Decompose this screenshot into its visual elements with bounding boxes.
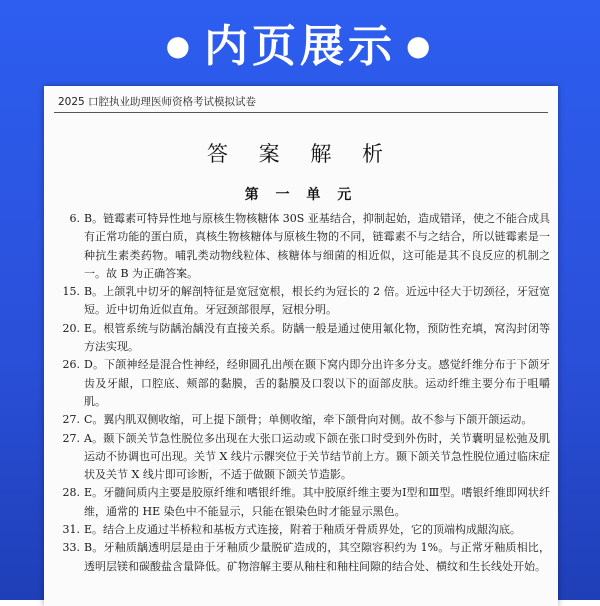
answer-number: 26. bbox=[62, 358, 80, 372]
answer-text: E。根管系统与防龋治龋没有直接关系。防龋一般是通过使用氟化物，预防性充填，窝沟封闭等方法实现。 bbox=[84, 321, 550, 354]
answer-number: 20. bbox=[62, 321, 80, 335]
answer-text: B。牙釉质龋透明层是由于牙釉质少量脱矿造成的，其空隙容积约为 1%。与正常牙釉质相比，透明层镁和碳酸盐含量降低。矿物溶解主要从釉柱和釉柱间隙的结合处、横纹和生长线处开始。 bbox=[84, 541, 550, 573]
answer-text: C。翼内肌双侧收缩，可上提下颌骨；单侧收缩，牵下颌骨向对侧。故不参与下颌开颌运动。 bbox=[84, 413, 533, 427]
answer-text: A。颞下颌关节急性脱位多出现在大张口运动或下颌在张口时受到外伤时，关节囊明显松弛及肌运动不协调也可出现。关节 X 线片示髁突位于关节结节前上方。颞下颌关节急性脱位通过临床症状及关节 X 线片即可诊断，不适于做颞下颌关节造影。 bbox=[84, 431, 550, 482]
header-divider bbox=[54, 112, 548, 113]
answer-item bbox=[58, 539, 550, 576]
answer-number: 31. bbox=[62, 523, 80, 537]
answer-item bbox=[58, 430, 550, 485]
answer-item bbox=[58, 411, 550, 429]
answer-number: 27. bbox=[62, 431, 80, 445]
answer-text: E。结合上皮通过半桥粒和基板方式连接，附着于釉质牙骨质界处，它的顶端构成龈沟底。 bbox=[84, 523, 522, 537]
banner-title-text: 内页展示 bbox=[204, 21, 396, 72]
answer-text: E。牙髓间质内主要是胶原纤维和嗜银纤维。其中胶原纤维主要为Ⅰ型和Ⅲ型。嗜银纤维即网状纤维，通常的 HE 染色中不能显示，只能在银染色时才能显示黑色。 bbox=[84, 486, 550, 518]
answer-item bbox=[58, 320, 550, 357]
banner-title bbox=[0, 10, 600, 74]
answer-item bbox=[58, 283, 550, 320]
answer-item bbox=[58, 356, 550, 411]
answer-text: D。下颌神经是混合性神经，经卵圆孔出颅在颞下窝内即分出许多分支。感觉纤维分布于下颌牙齿及牙龈，口腔底、颊部的黏膜，舌的黏膜及口裂以下的面部皮肤。运动纤维主要分布于咀嚼肌。 bbox=[84, 358, 550, 408]
answer-number: 27. bbox=[62, 413, 80, 427]
answer-number: 15. bbox=[62, 285, 80, 299]
answer-number: 6. bbox=[69, 212, 80, 225]
bullet-dot-icon: ● bbox=[406, 28, 435, 62]
answer-text: B。上颌乳中切牙的解剖特征是宽冠宽根，根长约为冠长的 2 倍。近远中径大于切颈径，牙冠宽短。近中切角近似直角。牙冠颈部很厚，冠根分明。 bbox=[84, 285, 550, 317]
answer-text: B。链霉素可特异性地与原核生物核糖体 30S 亚基结合，抑制起始，造成错译，使之不能合成具有正常功能的蛋白质，真核生物核糖体与原核生物的不同，链霉素不与之结合，所以链霉素是一种抗生素类药物。哺乳类动物线粒体、核糖体与细菌的相近似，这可能是其不良反应的机制之一。故 B 为正确答案。 bbox=[84, 212, 550, 280]
running-header: 2025 口腔执业助理医师资格考试模拟试卷 bbox=[58, 96, 257, 108]
bullet-dot-icon: ● bbox=[165, 28, 194, 62]
document-title: 答 案 解 析 bbox=[206, 142, 396, 166]
answer-list bbox=[58, 210, 550, 576]
answer-item bbox=[58, 521, 550, 539]
answer-number: 28. bbox=[62, 486, 80, 500]
answer-number: 33. bbox=[62, 541, 80, 555]
answer-item bbox=[58, 484, 550, 521]
answer-item bbox=[58, 210, 550, 283]
unit-title: 第 一 单 元 bbox=[244, 187, 358, 203]
document-page bbox=[44, 86, 558, 606]
